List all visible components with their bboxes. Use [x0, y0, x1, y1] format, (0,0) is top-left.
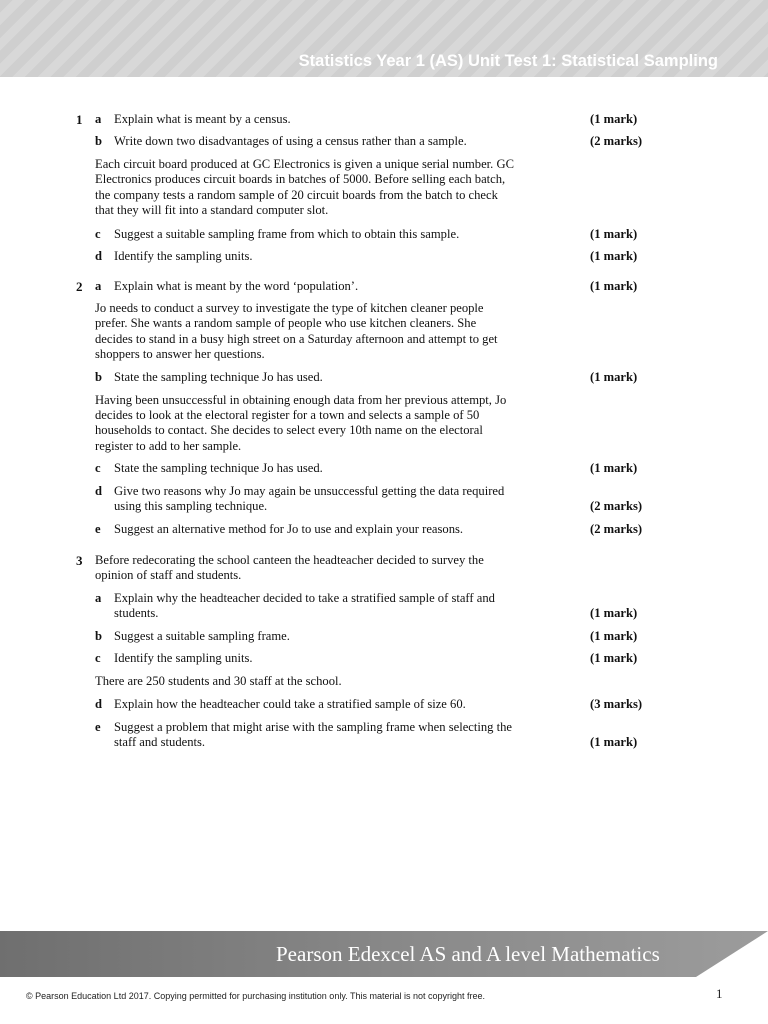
q1-part-d-text: Identify the sampling units.: [114, 249, 253, 263]
q2-part-d-label: d: [95, 484, 103, 498]
q1-part-c-label: c: [95, 227, 101, 241]
q2-context-line: households to contact. She decides to select every 10th name on the electoral: [95, 423, 483, 437]
copyright-notice: © Pearson Education Ltd 2017. Copying permitted for purchasing institution only. This material is not copyright free.: [26, 991, 486, 1001]
q2-part-b-marks: (1 mark): [590, 370, 638, 384]
q2-part-c-text: State the sampling technique Jo has used.: [114, 461, 323, 475]
q1-part-d-marks: (1 mark): [590, 249, 638, 263]
q1-part-d-label: d: [95, 249, 103, 263]
q2-part-d-marks: (2 marks): [590, 499, 643, 513]
q3-part-b-label: b: [95, 629, 103, 643]
q2-context-line: prefer. She wants a random sample of people who use kitchen cleaners. She: [95, 316, 477, 330]
q2-part-a-label: a: [95, 279, 102, 293]
q1-part-c-marks: (1 mark): [590, 227, 638, 241]
q2-part-a-text: Explain what is meant by the word ‘population’.: [114, 279, 359, 293]
q1-part-a-text: Explain what is meant by a census.: [114, 112, 291, 126]
footer-title: Pearson Edexcel AS and A level Mathematics: [276, 942, 660, 966]
q2-context-line: decides to look at the electoral register for a town and selects a sample of 50: [95, 408, 480, 422]
q3-part-b-text: Suggest a suitable sampling frame.: [114, 629, 290, 643]
q3-intro-line: opinion of staff and students.: [95, 568, 242, 582]
q2-context-line: Jo needs to conduct a survey to investigate the type of kitchen cleaner people: [95, 301, 484, 315]
q2-context-line: decides to stand in a busy high street on a Saturday afternoon and attempt to get: [95, 332, 498, 346]
q1-part-b-label: b: [95, 134, 103, 148]
q2-part-e-text: Suggest an alternative method for Jo to use and explain your reasons.: [114, 522, 464, 536]
q3-context-line: There are 250 students and 30 staff at the school.: [95, 674, 342, 688]
q3-part-c-text: Identify the sampling units.: [114, 651, 253, 665]
q1-part-a-marks: (1 mark): [590, 112, 638, 126]
q1-context-line: Electronics produces circuit boards in batches of 5000. Before selling each batch,: [95, 172, 506, 186]
q3-part-a-label: a: [95, 591, 102, 605]
page-number: 1: [716, 986, 723, 1001]
q3-part-d-text: Explain how the headteacher could take a stratified sample of size 60.: [114, 697, 466, 711]
q2-context-line: shoppers to answer her questions.: [95, 347, 265, 361]
q1-part-c-text: Suggest a suitable sampling frame from which to obtain this sample.: [114, 227, 460, 241]
footer-notch: [696, 931, 768, 977]
q1-part-a-label: a: [95, 112, 102, 126]
q2-part-d-text: Give two reasons why Jo may again be unsuccessful getting the data required: [114, 484, 505, 498]
page-header-title: Statistics Year 1 (AS) Unit Test 1: Statistical Sampling: [298, 52, 718, 70]
q1-part-b-marks: (2 marks): [590, 134, 643, 148]
q1-context-line: Each circuit board produced at GC Electronics is given a unique serial number. GC: [95, 157, 514, 171]
question-number-2: 2: [76, 279, 83, 294]
q2-part-e-label: e: [95, 522, 101, 536]
q3-part-e-marks: (1 mark): [590, 735, 638, 749]
question-number-1: 1: [76, 112, 83, 127]
q1-context-line: that they will fit into a standard computer slot.: [95, 203, 329, 217]
q3-part-d-marks: (3 marks): [590, 697, 643, 711]
q2-part-c-label: c: [95, 461, 101, 475]
q3-part-e-text: Suggest a problem that might arise with the sampling frame when selecting the: [114, 720, 513, 734]
q3-part-d-label: d: [95, 697, 103, 711]
q3-part-e-text: staff and students.: [114, 735, 206, 749]
q2-part-a-marks: (1 mark): [590, 279, 638, 293]
q3-part-c-label: c: [95, 651, 101, 665]
q3-part-a-marks: (1 mark): [590, 606, 638, 620]
q2-part-b-text: State the sampling technique Jo has used.: [114, 370, 323, 384]
q3-part-c-marks: (1 mark): [590, 651, 638, 665]
q1-part-b-text: Write down two disadvantages of using a census rather than a sample.: [114, 134, 467, 148]
q2-context-line: register to add to her sample.: [95, 439, 242, 453]
q3-intro-line: Before redecorating the school canteen the headteacher decided to survey the: [95, 553, 484, 567]
q2-part-b-label: b: [95, 370, 103, 384]
q1-context-line: the company tests a random sample of 20 circuit boards from the batch to check: [95, 188, 498, 202]
q3-part-e-label: e: [95, 720, 101, 734]
q2-part-d-text: using this sampling technique.: [114, 499, 268, 513]
q3-part-a-text: Explain why the headteacher decided to take a stratified sample of staff and: [114, 591, 495, 605]
q3-part-a-text: students.: [114, 606, 159, 620]
q3-part-b-marks: (1 mark): [590, 629, 638, 643]
question-number-3: 3: [76, 553, 83, 568]
q2-part-e-marks: (2 marks): [590, 522, 643, 536]
q2-part-c-marks: (1 mark): [590, 461, 638, 475]
q2-context-line: Having been unsuccessful in obtaining enough data from her previous attempt, Jo: [95, 393, 507, 407]
